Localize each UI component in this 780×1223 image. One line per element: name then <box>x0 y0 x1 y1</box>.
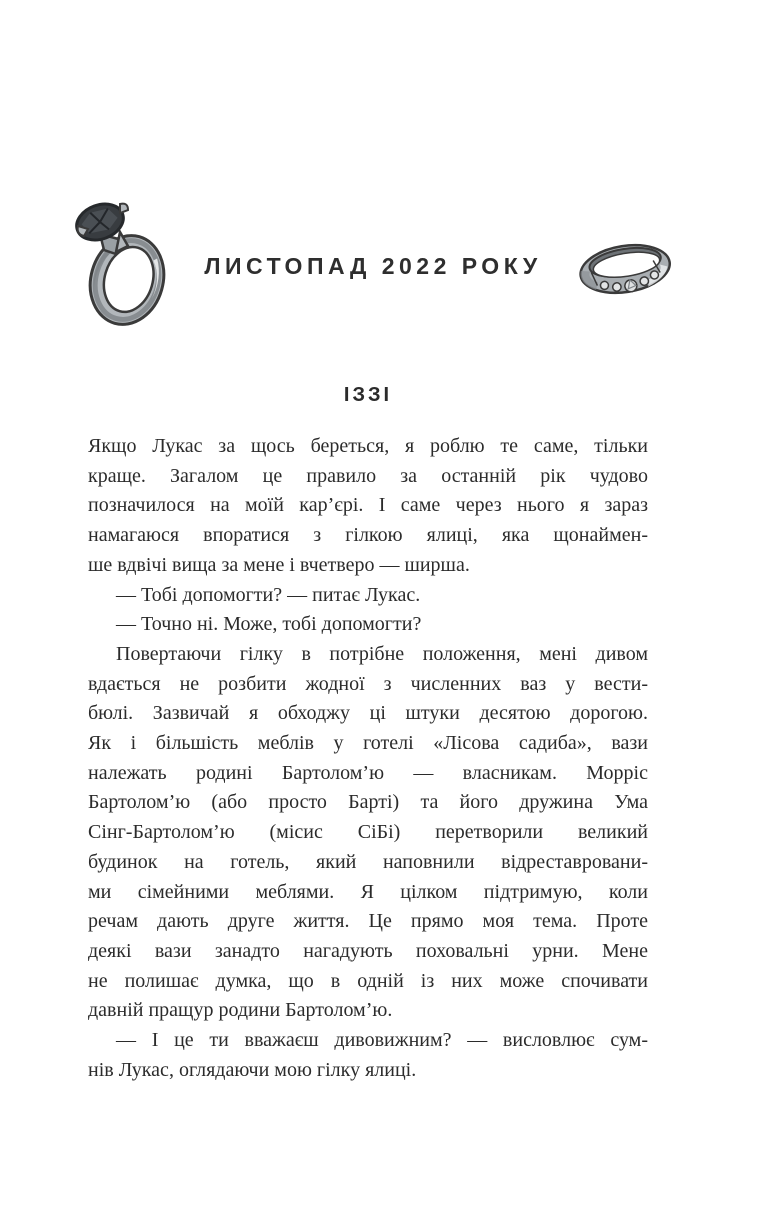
text-line: Бартолом’ю (або просто Барті) та його дружина Ума <box>88 791 648 814</box>
text-line: ми сімейними меблями. Я цілком підтримую, коли <box>88 880 648 903</box>
text-line: Повертаючи гілку в потрібне положення, мені дивом <box>116 642 648 665</box>
text-line: Як і більшість меблів у готелі «Лісова садиба», вази <box>88 732 648 755</box>
text-line: належать родині Бартолом’ю — власникам. Морріс <box>88 761 648 784</box>
text-line: ше вдвічі вища за мене і вчетверо — ширша. <box>88 553 470 576</box>
section-subtitle: ІЗЗІ <box>343 384 393 406</box>
text-line: позначилося на моїй кар’єрі. І саме через нього я зараз <box>88 494 648 517</box>
text-line: вдається не розбити жодної з численних ваз у вести- <box>88 672 648 695</box>
body-text <box>88 432 648 1085</box>
text-line: Сінг-Бартолом’ю (місис СіБі) перетворили великий <box>88 821 648 844</box>
text-line: речам дають друге життя. Це прямо моя тема. Проте <box>88 910 648 933</box>
chapter-title: ЛИСТОПАД 2022 РОКУ <box>204 253 542 279</box>
text-line: будинок на готель, який наповнили відреставровани- <box>88 850 648 873</box>
text-line: деякі вази занадто нагадують поховальні урни. Мене <box>88 939 648 962</box>
text-line: не полишає думка, що в одній із них може спочивати <box>88 969 648 992</box>
text-line: давній пращур родини Бартолом’ю. <box>88 999 393 1022</box>
text-line: нів Лукас, оглядаючи мою гілку ялиці. <box>88 1058 417 1081</box>
wedding-band-icon <box>575 240 675 300</box>
text-line: намагаюся впоратися з гілкою ялиці, яка щонаймен- <box>88 524 648 547</box>
text-line: — Точно ні. Може, тобі допомогти? <box>116 613 422 636</box>
text-line: Якщо Лукас за щось береться, я роблю те саме, тільки <box>88 435 648 457</box>
text-line: бюлі. Зазвичай я обходжу ці штуки десятою дорогою. <box>88 702 648 725</box>
text-line: краще. Загалом це правило за останній рік чудово <box>88 464 648 487</box>
text-line: — І це ти вважаєш дивовижним? — висловлює сум- <box>116 1029 648 1052</box>
text-line: — Тобі допомогти? — питає Лукас. <box>116 583 421 606</box>
